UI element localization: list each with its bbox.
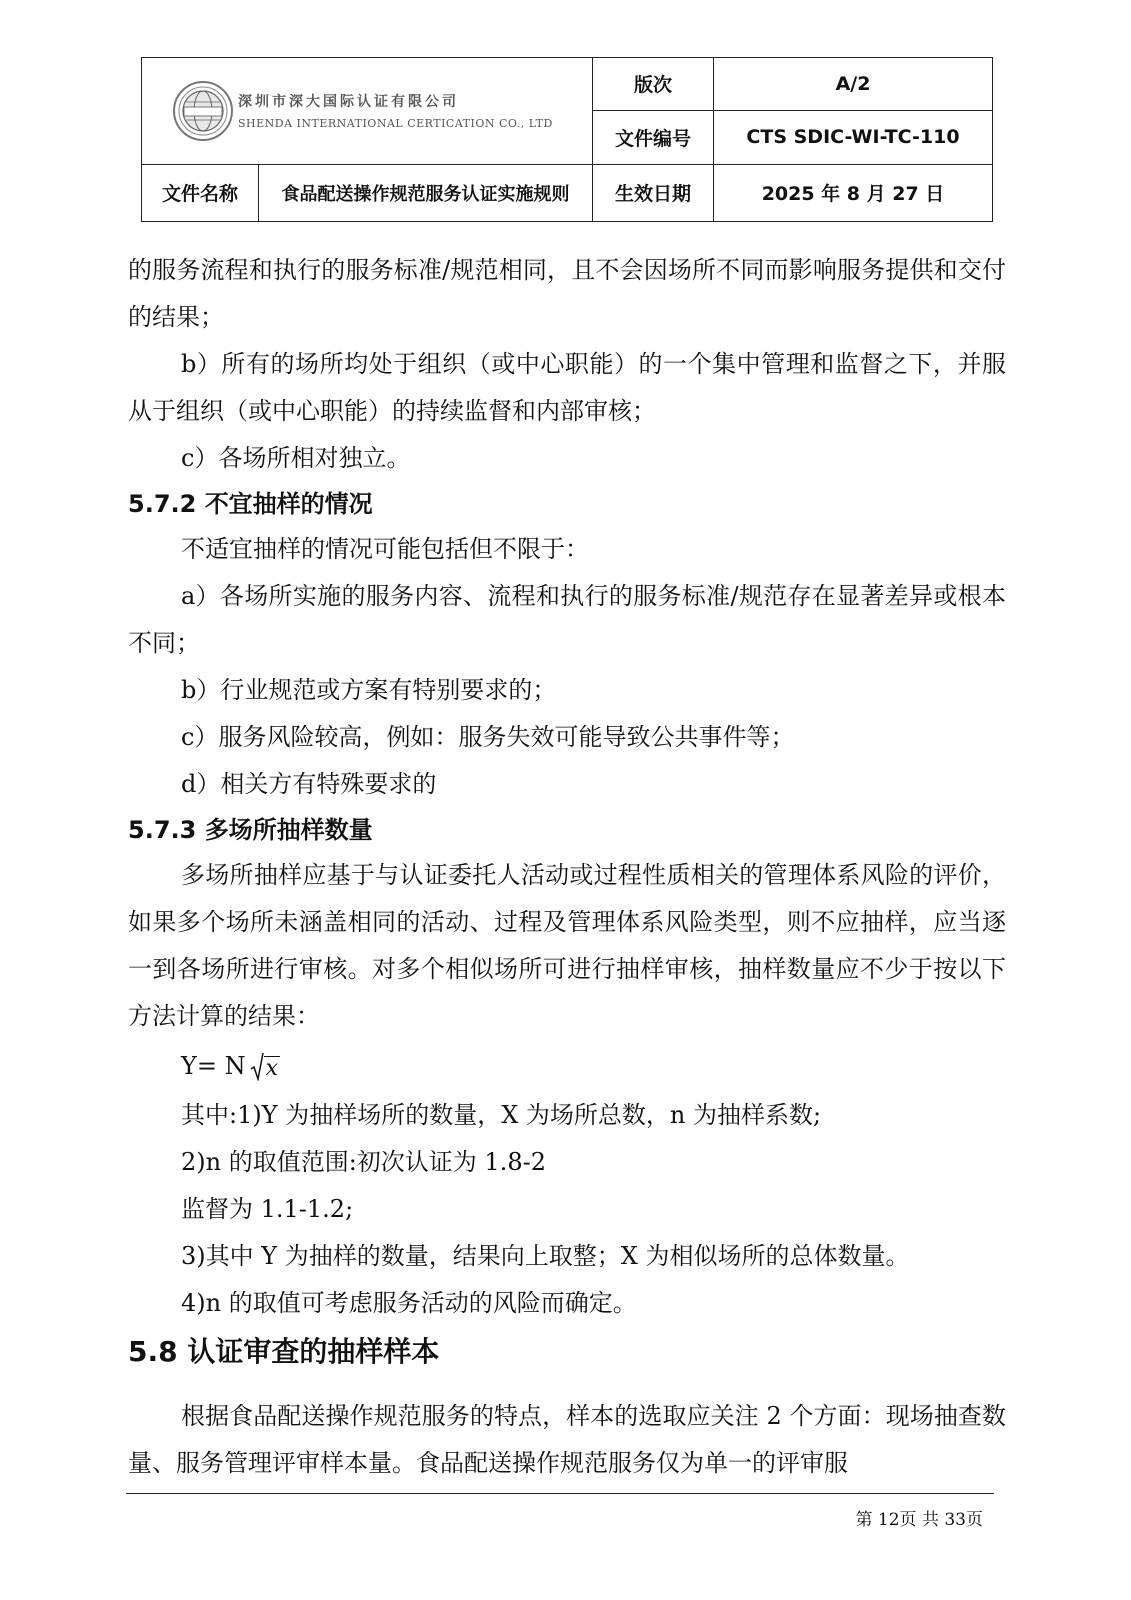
company-logo-icon (172, 80, 234, 142)
sampling-formula (128, 1040, 1006, 1092)
page-number: 第 12页 共 33页 (855, 1510, 983, 1530)
paragraph: 的服务流程和执行的服务标准/规范相同，且不会因场所不同而影响服务提供和交付的结果； (128, 256, 1006, 331)
section-heading-5-7-2: 5.7.2 不宜抽样的情况 (128, 490, 373, 518)
formula-lhs: Y= N (181, 1052, 246, 1080)
document-body (128, 247, 1006, 1487)
paragraph: c）各场所相对独立。 (181, 444, 411, 472)
section-heading-5-8: 5.8 认证审查的抽样样本 (128, 1335, 440, 1368)
paragraph: c）服务风险较高，例如：服务失效可能导致公共事件等； (181, 723, 795, 751)
paragraph: 监督为 1.1-1.2; (181, 1195, 354, 1223)
paragraph: 不适宜抽样的情况可能包括但不限于： (181, 535, 589, 563)
formula-variable: x (265, 1056, 279, 1081)
document-header-table (141, 57, 993, 222)
section-heading-5-7-3: 5.7.3 多场所抽样数量 (128, 816, 373, 844)
company-name-cn: 深圳市深大国际认证有限公司 (238, 94, 459, 111)
footer-divider (126, 1493, 994, 1494)
paragraph: b）所有的场所均处于组织（或中心职能）的一个集中管理和监督之下，并服从于组织（或中心职能）的持续监督和内部审核； (128, 350, 1006, 425)
square-root-symbol (250, 1051, 280, 1081)
paragraph: 多场所抽样应基于与认证委托人活动或过程性质相关的管理体系风险的评价，如果多个场所未涵盖相同的活动、过程及管理体系风险类型，则不应抽样，应当逐一到各场所进行审核。对多个相似场所可进行抽样审核，抽样数量应不少于按以下方法计算的结果： (128, 861, 1006, 1030)
paragraph: 3)其中 Y 为抽样的数量，结果向上取整；X 为相似场所的总体数量。 (181, 1242, 910, 1270)
company-name-en: SHENDA INTERNATIONAL CERTICATION CO., LTD (238, 117, 553, 131)
doc-name-label: 文件名称 (142, 164, 259, 221)
company-logo-block (142, 58, 593, 165)
radical-sign-icon (250, 1051, 264, 1081)
paragraph: d）相关方有特殊要求的 (181, 770, 437, 798)
doc-number-label: 文件编号 (593, 110, 714, 164)
paragraph: 2)n 的取值范围:初次认证为 1.8-2 (181, 1148, 546, 1176)
paragraph: b）行业规范或方案有特别要求的； (181, 676, 557, 704)
paragraph: 其中:1)Y 为抽样场所的数量，X 为场所总数，n 为抽样系数; (181, 1101, 822, 1129)
version-label: 版次 (593, 58, 714, 111)
version-value: A/2 (714, 58, 993, 111)
effective-date-value: 2025 年 8 月 27 日 (714, 164, 993, 221)
effective-date-label: 生效日期 (593, 164, 714, 221)
doc-number-value: CTS SDIC-WI-TC-110 (714, 110, 993, 164)
paragraph: 根据食品配送操作规范服务的特点，样本的选取应关注 2 个方面：现场抽查数量、服务管理评审样本量。食品配送操作规范服务仅为单一的评审服 (128, 1402, 1006, 1477)
paragraph: 4)n 的取值可考虑服务活动的风险而确定。 (181, 1289, 637, 1317)
doc-name-value: 食品配送操作规范服务认证实施规则 (259, 164, 593, 221)
paragraph: a）各场所实施的服务内容、流程和执行的服务标准/规范存在显著差异或根本不同； (128, 582, 1006, 657)
